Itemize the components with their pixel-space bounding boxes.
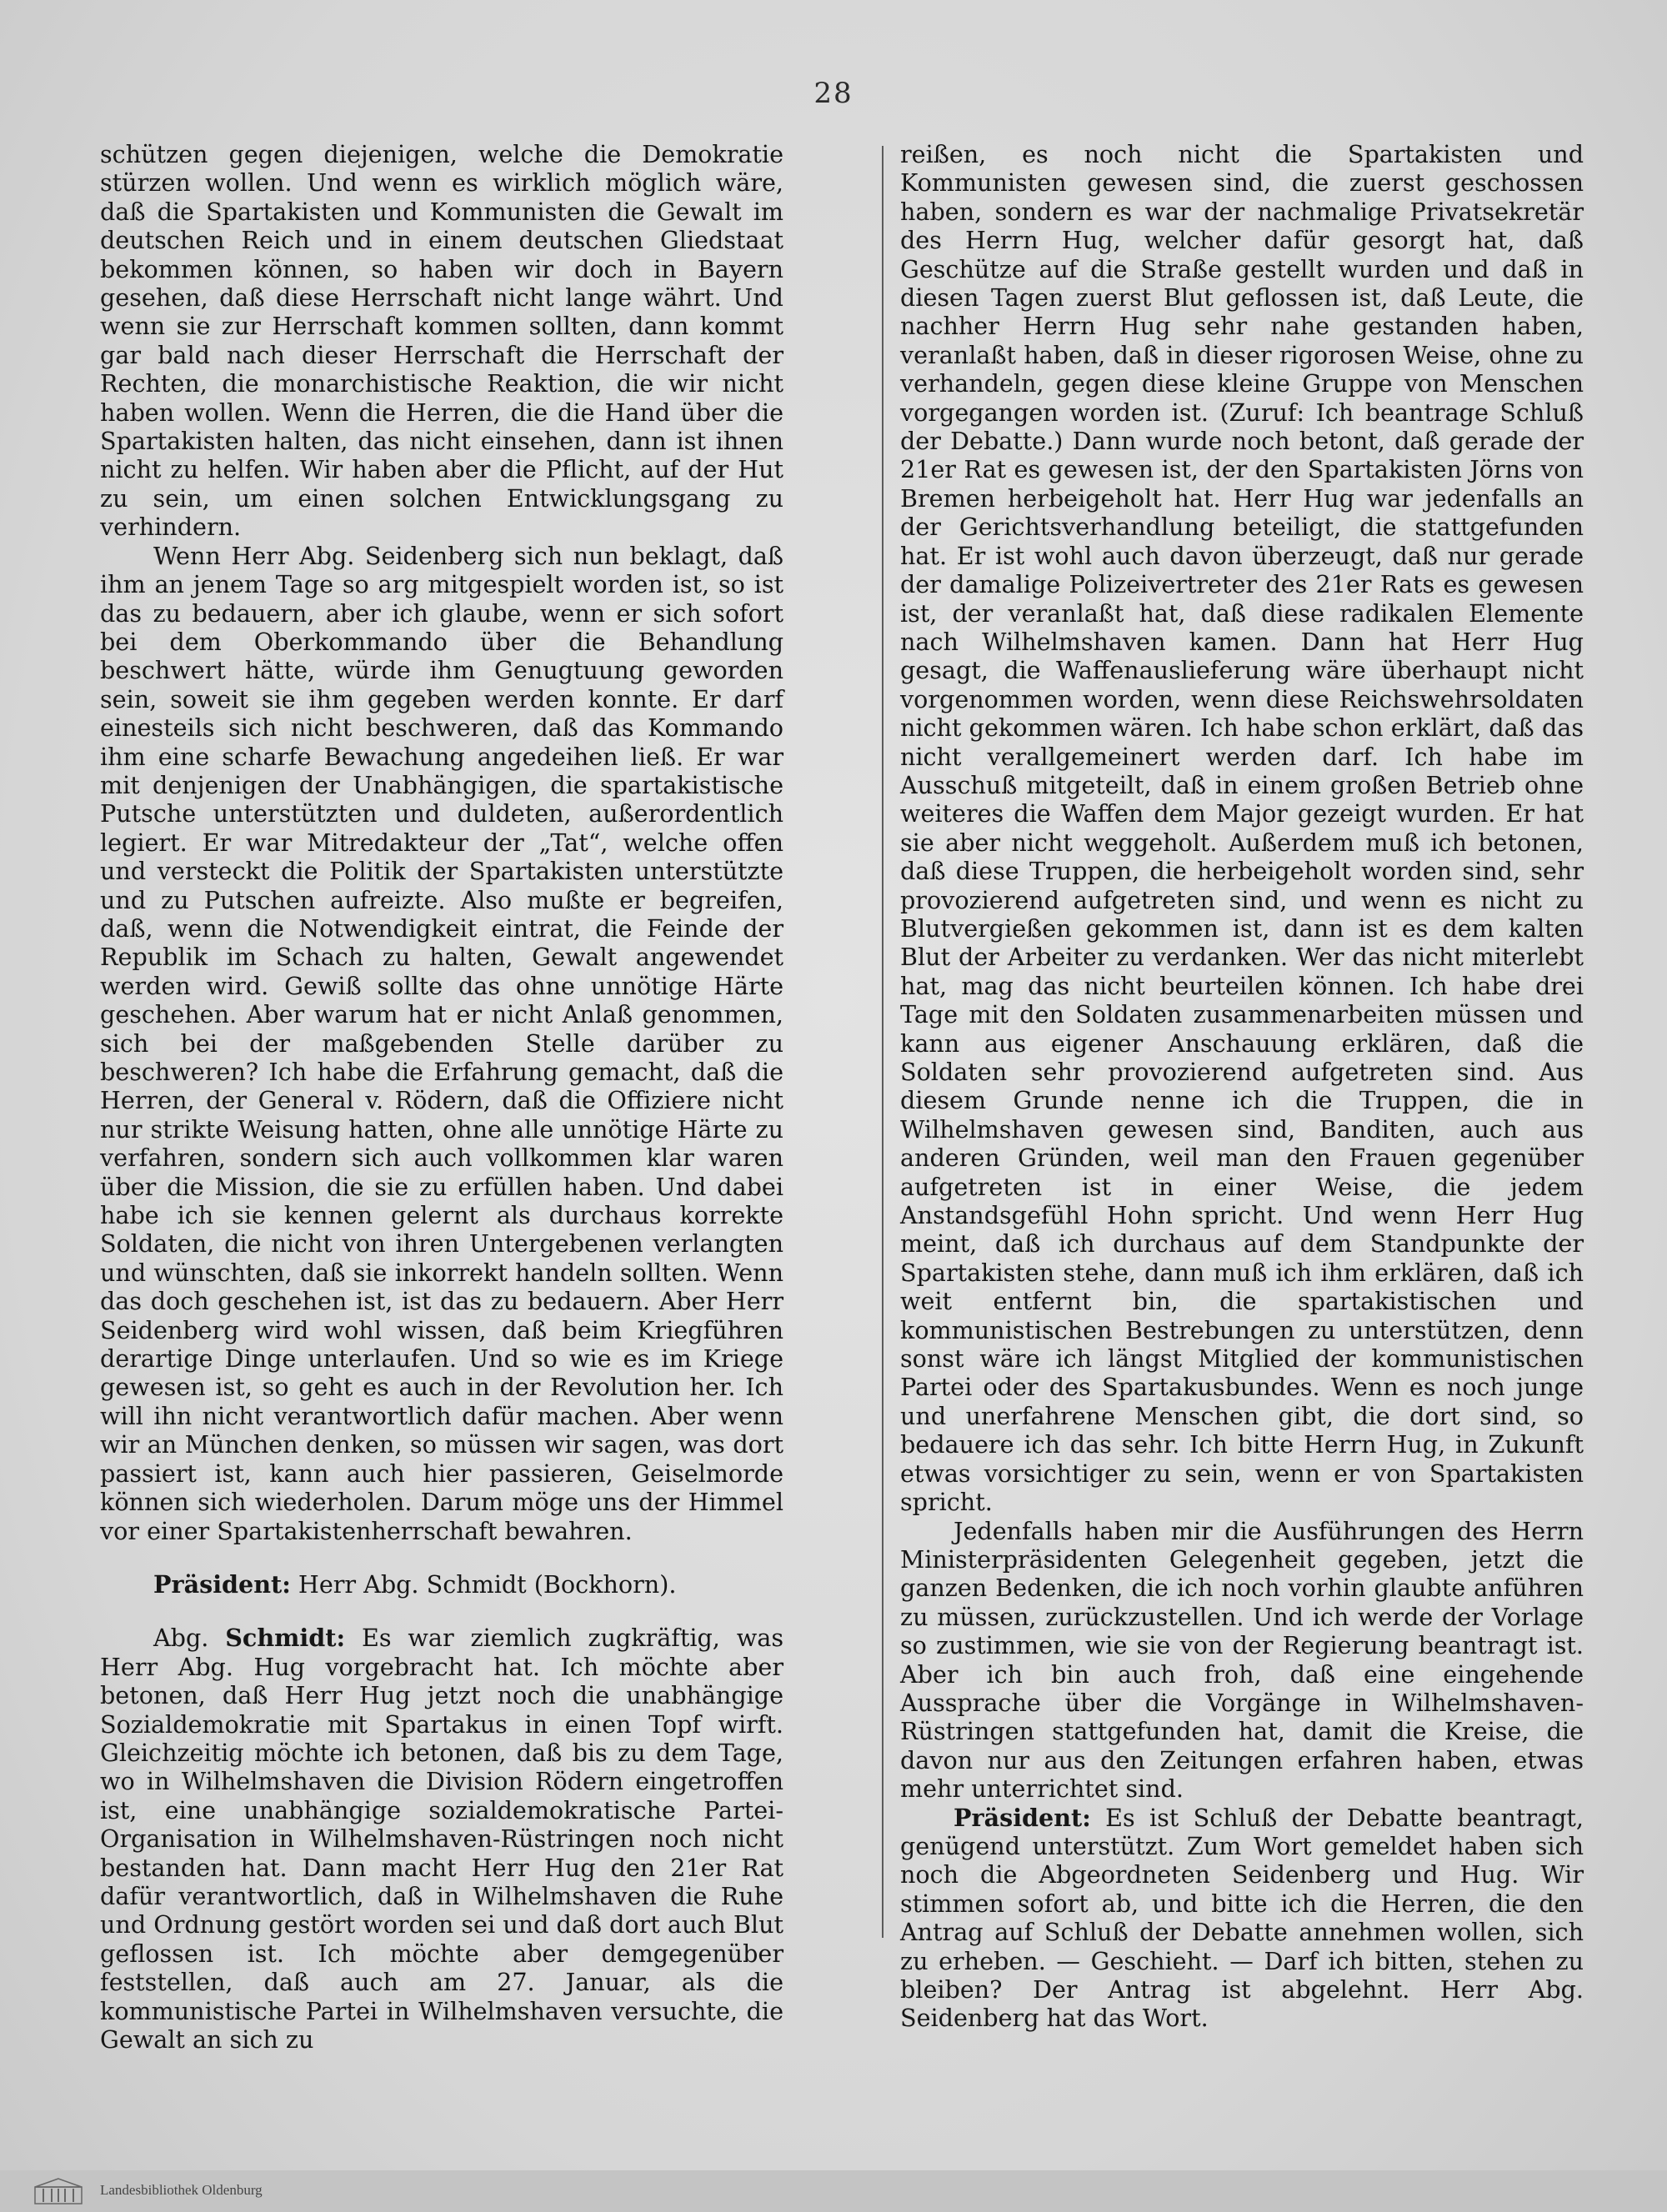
speaker-label: Schmidt: — [225, 1624, 346, 1653]
column-divider — [882, 146, 884, 1938]
speaker-label: Präsident: — [954, 1803, 1091, 1832]
paragraph-text: Herr Abg. Schmidt (Bockhorn). — [290, 1569, 677, 1599]
library-building-icon — [33, 2177, 83, 2205]
paragraph-text: Es ist Schluß der Debatte beantragt, genügend unterstützt. Zum Wort gemeldet haben sich noch die Abgeordneten Seidenberg und Hug. Wir stimmen sofort ab, und bitte ich die Herren, die den Antrag auf Schluß der Debatte annehmen wollen, sich zu erheben. — Geschieht. — Darf ich bitten, stehen zu bleiben? Der Antrag ist abgelehnt. Herr Abg. Seidenberg hat das Wort. — [900, 1803, 1584, 2033]
library-name: Landesbibliothek Oldenburg — [100, 2182, 263, 2198]
speaker-paragraph — [900, 1804, 1584, 2033]
right-column — [900, 140, 1584, 2033]
speaker-paragraph — [100, 1624, 783, 2054]
paragraph: schützen gegen diejenigen, welche die Demokratie stürzen wollen. Und wenn es wirklich möglich wäre, daß die Spartakisten und Kommunisten die Gewalt im deutschen Reich und in einem deutschen Gliedstaat bekommen können, so haben wir doch in Bayern gesehen, daß diese Herrschaft nicht lange währt. Und wenn sie zur Herrschaft kommen sollten, dann kommt gar bald nach dieser Herrschaft die Herrschaft der Rechten, die monarchistische Reaktion, die wir nicht haben wollen. Wenn die Herren, die die Hand über die Spartakisten halten, das nicht einsehen, dann ist ihnen nicht zu helfen. Wir haben aber die Pflicht, auf der Hut zu sein, um einen solchen Entwicklungsgang zu verhindern. — [100, 140, 783, 542]
speaker-prefix: Abg. — [153, 1624, 226, 1653]
speaker-paragraph — [100, 1570, 783, 1599]
paragraph-text: Es war ziemlich zugkräftig, was Herr Abg. Hug vorgebracht hat. Ich möchte aber betonen, daß Herr Hug jetzt noch die unabhängige Sozialdemokratie mit Spartakus in einen Topf wirft. Gleichzeitig möchte ich betonen, daß bis zu dem Tage, wo in Wilhelmshaven die Division Rödern eingetroffen ist, eine unabhängige sozialdemokratische Partei-Organisation in Wilhelmshaven-Rüstringen noch nicht bestanden hat. Dann macht Herr Hug den 21er Rat dafür verantwortlich, daß in Wilhelmshaven die Ruhe und Ordnung gestört worden sei und daß dort auch Blut geflossen ist. Ich möchte aber demgegenüber feststellen, daß auch am 27. Januar, als die kommunistische Partei in Wilhelmshaven versuchte, die Gewalt an sich zu — [100, 1624, 783, 2054]
page-number: 28 — [813, 77, 854, 110]
paragraph: Wenn Herr Abg. Seidenberg sich nun beklagt, daß ihm an jenem Tage so arg mitgespielt worden ist, so ist das zu bedauern, aber ich glaube, wenn er sich sofort bei dem Oberkommando über die Behandlung beschwert hätte, würde ihm Genugtuung geworden sein, soweit sie ihm gegeben werden konnte. Er darf einesteils sich nicht beschweren, daß das Kommando ihm eine scharfe Bewachung angedeihen ließ. Er war mit denjenigen der Unabhängigen, die spartakistische Putsche unterstützten und duldeten, außerordentlich legiert. Er war Mitredakteur der „Tat“, welche offen und versteckt die Politik der Spartakisten unterstützte und zu Putschen aufreizte. Also mußte er begreifen, daß, wenn die Notwendigkeit eintrat, die Feinde der Republik im Schach zu halten, Gewalt angewendet werden wird. Gewiß sollte das ohne unnötige Härte geschehen. Aber warum hat er nicht Anlaß genommen, sich bei der maßgebenden Stelle darüber zu beschweren? Ich habe die Erfahrung gemacht, daß die Herren, der General v. Rödern, daß die Offiziere nicht nur strikte Weisung hatten, ohne alle unnötige Härte zu verfahren, sondern sich auch vollkommen klar waren über die Mission, die sie zu erfüllen haben. Und dabei habe ich sie kennen gelernt als durchaus korrekte Soldaten, die nicht von ihren Untergebenen verlangten und wünschten, daß sie inkorrekt handeln sollten. Wenn das doch geschehen ist, ist das zu bedauern. Aber Herr Seidenberg wird wohl wissen, daß beim Kriegführen derartige Dinge unterlaufen. Und so wie es im Kriege gewesen ist, so geht es auch in der Revolution her. Ich will ihn nicht verantwortlich dafür machen. Aber wenn wir an München denken, so müssen wir sagen, was dort passiert ist, kann auch hier passieren, Geiselmorde können sich wiederholen. Darum möge uns der Himmel vor einer Spartakistenherrschaft bewahren. — [100, 541, 783, 1545]
paragraph: reißen, es noch nicht die Spartakisten und Kommunisten gewesen sind, die zuerst geschossen haben, sondern es war der nachmalige Privatsekretär des Herrn Hug, welcher dafür gesorgt hat, daß Geschütze auf die Straße gestellt wurden und daß in diesen Tagen zuerst Blut geflossen ist, daß Leute, die nachher Herrn Hug sehr nahe gestanden haben, veranlaßt haben, daß in dieser rigorosen Weise, ohne zu verhandeln, gegen diese kleine Gruppe von Menschen vorgegangen worden ist. (Zuruf: Ich beantrage Schluß der Debatte.) Dann wurde noch betont, daß gerade der 21er Rat es gewesen ist, der den Spartakisten Jörns von Bremen herbeigeholt hat. Herr Hug war jedenfalls an der Gerichtsverhandlung beteiligt, die stattgefunden hat. Er ist wohl auch davon überzeugt, daß nur gerade der damalige Polizeivertreter des 21er Rats es gewesen ist, der veranlaßt hat, daß diese radikalen Elemente nach Wilhelmshaven kamen. Dann hat Herr Hug gesagt, die Waffenauslieferung wäre überhaupt nicht vorgenommen worden, wenn diese Reichswehrsoldaten nicht gekommen wären. Ich habe schon erklärt, daß das nicht verallgemeinert werden darf. Ich habe im Ausschuß mitgeteilt, daß in einem großen Betrieb ohne weiteres die Waffen dem Major gezeigt wurden. Er hat sie aber nicht weggeholt. Außerdem muß ich betonen, daß diese Truppen, die herbeigeholt worden sind, sehr provozierend aufgetreten sind, und wenn es nicht zu Blutvergießen gekommen ist, dann ist es dem kalten Blut der Arbeiter zu verdanken. Wer das nicht miterlebt hat, mag das nicht beurteilen können. Ich habe drei Tage mit den Soldaten zusammenarbeiten müssen und kann aus eigener Anschauung erklären, daß die Soldaten sehr provozierend aufgetreten sind. Aus diesem Grunde nenne ich die Truppen, die in Wilhelmshaven gewesen sind, Banditen, auch aus anderen Gründen, weil man den Frauen gegenüber aufgetreten ist in einer Weise, die jedem Anstandsgefühl Hohn spricht. Und wenn Herr Hug meint, daß ich durchaus auf dem Standpunkte der Spartakisten stehe, dann muß ich ihm erklären, daß ich weit entfernt bin, die spartakistischen und kommunistischen Bestrebungen zu unterstützen, denn sonst wäre ich längst Mitglied der kommunistischen Partei oder des Spartakusbundes. Wenn es noch junge und unerfahrene Menschen gibt, die dort sind, so bedauere ich das sehr. Ich bitte Herrn Hug, in Zukunft etwas vorsichtiger zu sein, wenn er von Spartakisten spricht. — [900, 140, 1584, 1517]
speaker-label: Präsident: — [153, 1569, 291, 1599]
paragraph: Jedenfalls haben mir die Ausführungen des Herrn Ministerpräsidenten Gelegenheit gegeben, jetzt die ganzen Bedenken, die ich noch vorhin glaubte anführen zu müssen, zurückzustellen. Und ich werde der Vorlage so zustimmen, wie sie von der Regierung beantragt ist. Aber ich bin auch froh, daß eine eingehende Aussprache über die Vorgänge in Wilhelmshaven-Rüstringen stattgefunden hat, damit die Kreise, die davon nur aus den Zeitungen erfahren haben, etwas mehr unterrichtet sind. — [900, 1516, 1584, 1804]
left-column — [100, 140, 783, 2054]
